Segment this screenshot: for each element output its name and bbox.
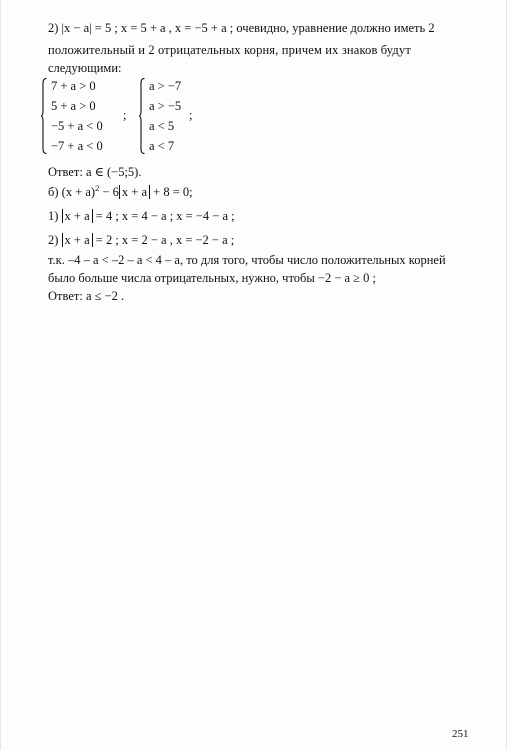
expression: x + a = 2 ; x = 2 − a , x = −2 − a ; <box>62 233 235 247</box>
separator: ; <box>123 108 127 122</box>
item-marker: б) <box>48 185 59 199</box>
inequality: −5 + a < 0 <box>51 119 103 133</box>
case-2-line <box>48 232 234 248</box>
answer-line <box>48 164 141 180</box>
left-brace-icon <box>41 78 47 154</box>
inequality: 7 + a > 0 <box>51 79 96 93</box>
inequality: 5 + a > 0 <box>51 99 96 113</box>
expression: x + a = 4 ; x = 4 − a ; x = −4 − a ; <box>62 209 235 223</box>
answer-line <box>48 288 124 304</box>
answer-label: Ответ: <box>48 165 83 179</box>
text-line: положительный и 2 отрицательных корня, причем их знаков будут <box>48 43 411 57</box>
text-line: следующими: <box>48 61 122 75</box>
inequality: a > −5 <box>149 99 182 113</box>
separator: ; <box>189 108 193 122</box>
equation-line <box>48 184 193 200</box>
inequality: a > −7 <box>149 79 182 93</box>
page-number: 251 <box>452 728 469 740</box>
left-brace-icon <box>139 78 145 154</box>
item-marker: 1) <box>48 209 59 223</box>
answer-value: a ∈ (−5;5). <box>85 165 142 179</box>
inequality: −7 + a < 0 <box>51 139 103 153</box>
inequality: a < 5 <box>149 119 175 133</box>
expression: $(x + a)^2 - 6$ x + a + 8 = 0; <box>61 183 193 199</box>
text-line: было больше числа отрицательных, нужно, чтобы −2 − a ≥ 0 ; <box>48 271 377 285</box>
text-line: т.к. –4 – a < –2 – a < 4 – a, то для того, чтобы число положительных корней <box>48 253 446 267</box>
inequality-systems <box>41 78 211 158</box>
case-2-line: 2) |x − a| = 5 ; x = 5 + a , x = −5 + a ; очевидно, уравнение должно иметь 2 <box>48 21 435 35</box>
answer-label: Ответ: <box>48 289 83 303</box>
item-marker: 2) <box>48 233 59 247</box>
answer-value: a ≤ −2 . <box>85 289 125 303</box>
case-1-line <box>48 208 235 224</box>
inequality: a < 7 <box>149 139 175 153</box>
